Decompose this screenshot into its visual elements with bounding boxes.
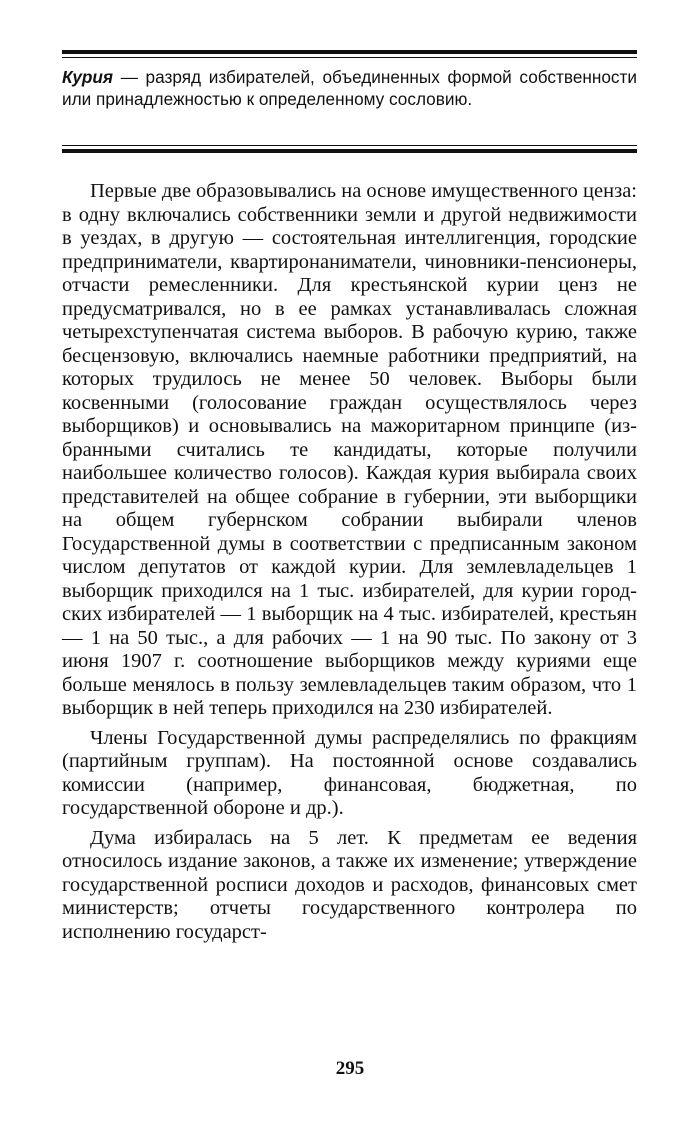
definition-text: — разряд избирателей, объединенных формой собственности или принадлежностью к определенному сословию. — [62, 67, 637, 109]
paragraph: Дума избиралась на 5 лет. К предметам ее ведения относилось издание законов, а также их изменение; утверждение государственной росписи доходов и расходов, финансовых смет министерств; отчеты государственного контролера по исполнению государст- — [62, 826, 637, 943]
definition-box — [62, 66, 637, 110]
paragraph: Члены Государственной думы распределялись по фракциям (партийным группам). На постоянной основе создавались комиссии (например, финансовая, бюджетная, по государственной обороне и др.). — [62, 726, 637, 819]
bottom-rule-thick — [62, 149, 637, 153]
top-rule-thick — [62, 50, 637, 54]
page-number: 295 — [335, 1058, 365, 1079]
paragraph: Первые две образовывались на основе имущественного ценза: в одну включались собственники земли и другой недвижимости в уездах, в другую — состоятельная интеллигенция, городские предприниматели, квартиронаниматели, чиновники-пенсионеры, отчасти ремесленники. Для крестьянской курии ценз не предусматривался, но в ее рамках устанавливалась сложная четырехступенчатая система выборов. В рабочую курию, также бесцензовую, включались наемные работники предприятий, на которых трудилось не менее 50 человек. Выборы были косвенными (голосование граждан осуществлялось через выборщиков) и основывались на мажоритарном принципе (избранными считались те кандидаты, которые получили наибольшее количество голосов). Каждая курия выбирала своих представителей на общее собрание в губернии, эти выборщики на общем губернском собрании выбирали членов Государственной думы в соответствии с предписанным законом числом депутатов от каждой курии. Для землевладельцев 1 выборщик приходился на 1 тыс. избирателей, для курии городских избирателей — 1 выборщик на 4 тыс. избирателей, крестьян — 1 на 50 тыс., а для рабочих — 1 на 90 тыс. По закону от 3 июня 1907 г. соотношение выборщиков между куриями еще больше менялось в пользу землевладельцев таким образом, что 1 выборщик в ней теперь приходился на 230 избирателей. — [62, 180, 637, 719]
main-text — [62, 180, 637, 950]
top-rule-thin — [62, 57, 637, 58]
bottom-rule-thin — [62, 145, 637, 146]
definition-term: Курия — [62, 67, 114, 87]
